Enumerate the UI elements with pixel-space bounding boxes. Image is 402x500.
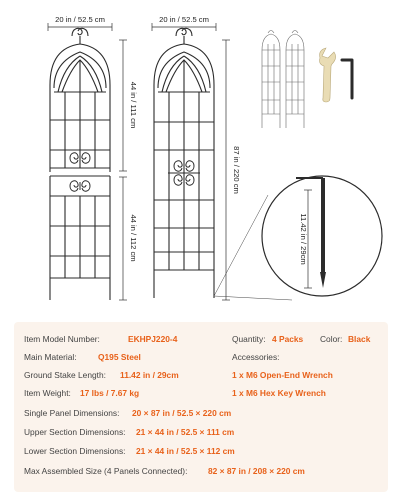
material-label: Main Material: <box>24 352 77 362</box>
upper-section-value: 21 × 44 in / 52.5 × 111 cm <box>136 427 235 437</box>
color-label: Color: <box>320 334 343 344</box>
weight-label: Item Weight: <box>24 388 71 398</box>
small-trellis-pair <box>262 31 304 129</box>
trellis-middle-panel <box>152 23 216 298</box>
spec-row-material <box>14 348 388 366</box>
spec-row-upper-section <box>14 423 388 441</box>
accessory-hex-key: 1 x M6 Hex Key Wrench <box>232 388 326 398</box>
upper-height-label: 44 in / 111 cm <box>129 81 138 129</box>
lower-height-label: 44 in / 112 cm <box>129 214 138 262</box>
spec-row-lower-section <box>14 442 388 460</box>
single-panel-value: 20 × 87 in / 52.5 × 220 cm <box>132 408 232 418</box>
quantity-label: Quantity: <box>232 334 266 344</box>
panel-width-label: 20 in / 52.5 cm <box>55 15 105 24</box>
trellis-left-panel <box>48 23 112 300</box>
spec-row-max-assembled <box>14 462 388 480</box>
spec-row-single-panel <box>14 404 388 422</box>
lower-section-value: 21 × 44 in / 52.5 × 112 cm <box>136 446 235 456</box>
upper-section-label: Upper Section Dimensions: <box>24 427 126 437</box>
stake-length-label: 11.42 in / 29cm <box>299 213 308 265</box>
open-end-wrench-icon <box>320 48 336 102</box>
item-model-label: Item Model Number: <box>24 334 100 344</box>
color-value: Black <box>348 334 371 344</box>
accessories-label: Accessories: <box>232 352 280 362</box>
item-model-value: EKHPJ220-4 <box>128 334 178 344</box>
stake-value: 11.42 in / 29cm <box>120 370 179 380</box>
stake-label: Ground Stake Length: <box>24 370 106 380</box>
max-assembled-label: Max Assembled Size (4 Panels Connected): <box>24 466 188 476</box>
accessory-wrench: 1 x M6 Open-End Wrench <box>232 370 333 380</box>
spec-row-stake <box>14 366 388 384</box>
panel-width-label-right: 20 in / 52.5 cm <box>159 15 209 24</box>
ground-stake-detail <box>214 176 382 300</box>
hex-key-icon <box>342 60 352 98</box>
spec-row-weight <box>14 384 388 402</box>
left-height-dimension-lines <box>119 40 127 300</box>
max-assembled-value: 82 × 87 in / 208 × 220 cm <box>208 466 305 476</box>
total-height-dimension-line <box>222 40 230 300</box>
single-panel-label: Single Panel Dimensions: <box>24 408 120 418</box>
spec-row-model <box>14 330 388 348</box>
weight-value: 17 lbs / 7.67 kg <box>80 388 140 398</box>
total-height-label: 87 in / 220 cm <box>232 146 241 194</box>
quantity-value: 4 Packs <box>272 334 304 344</box>
lower-section-label: Lower Section Dimensions: <box>24 446 126 456</box>
material-value: Q195 Steel <box>98 352 141 362</box>
specification-panel <box>14 322 388 492</box>
